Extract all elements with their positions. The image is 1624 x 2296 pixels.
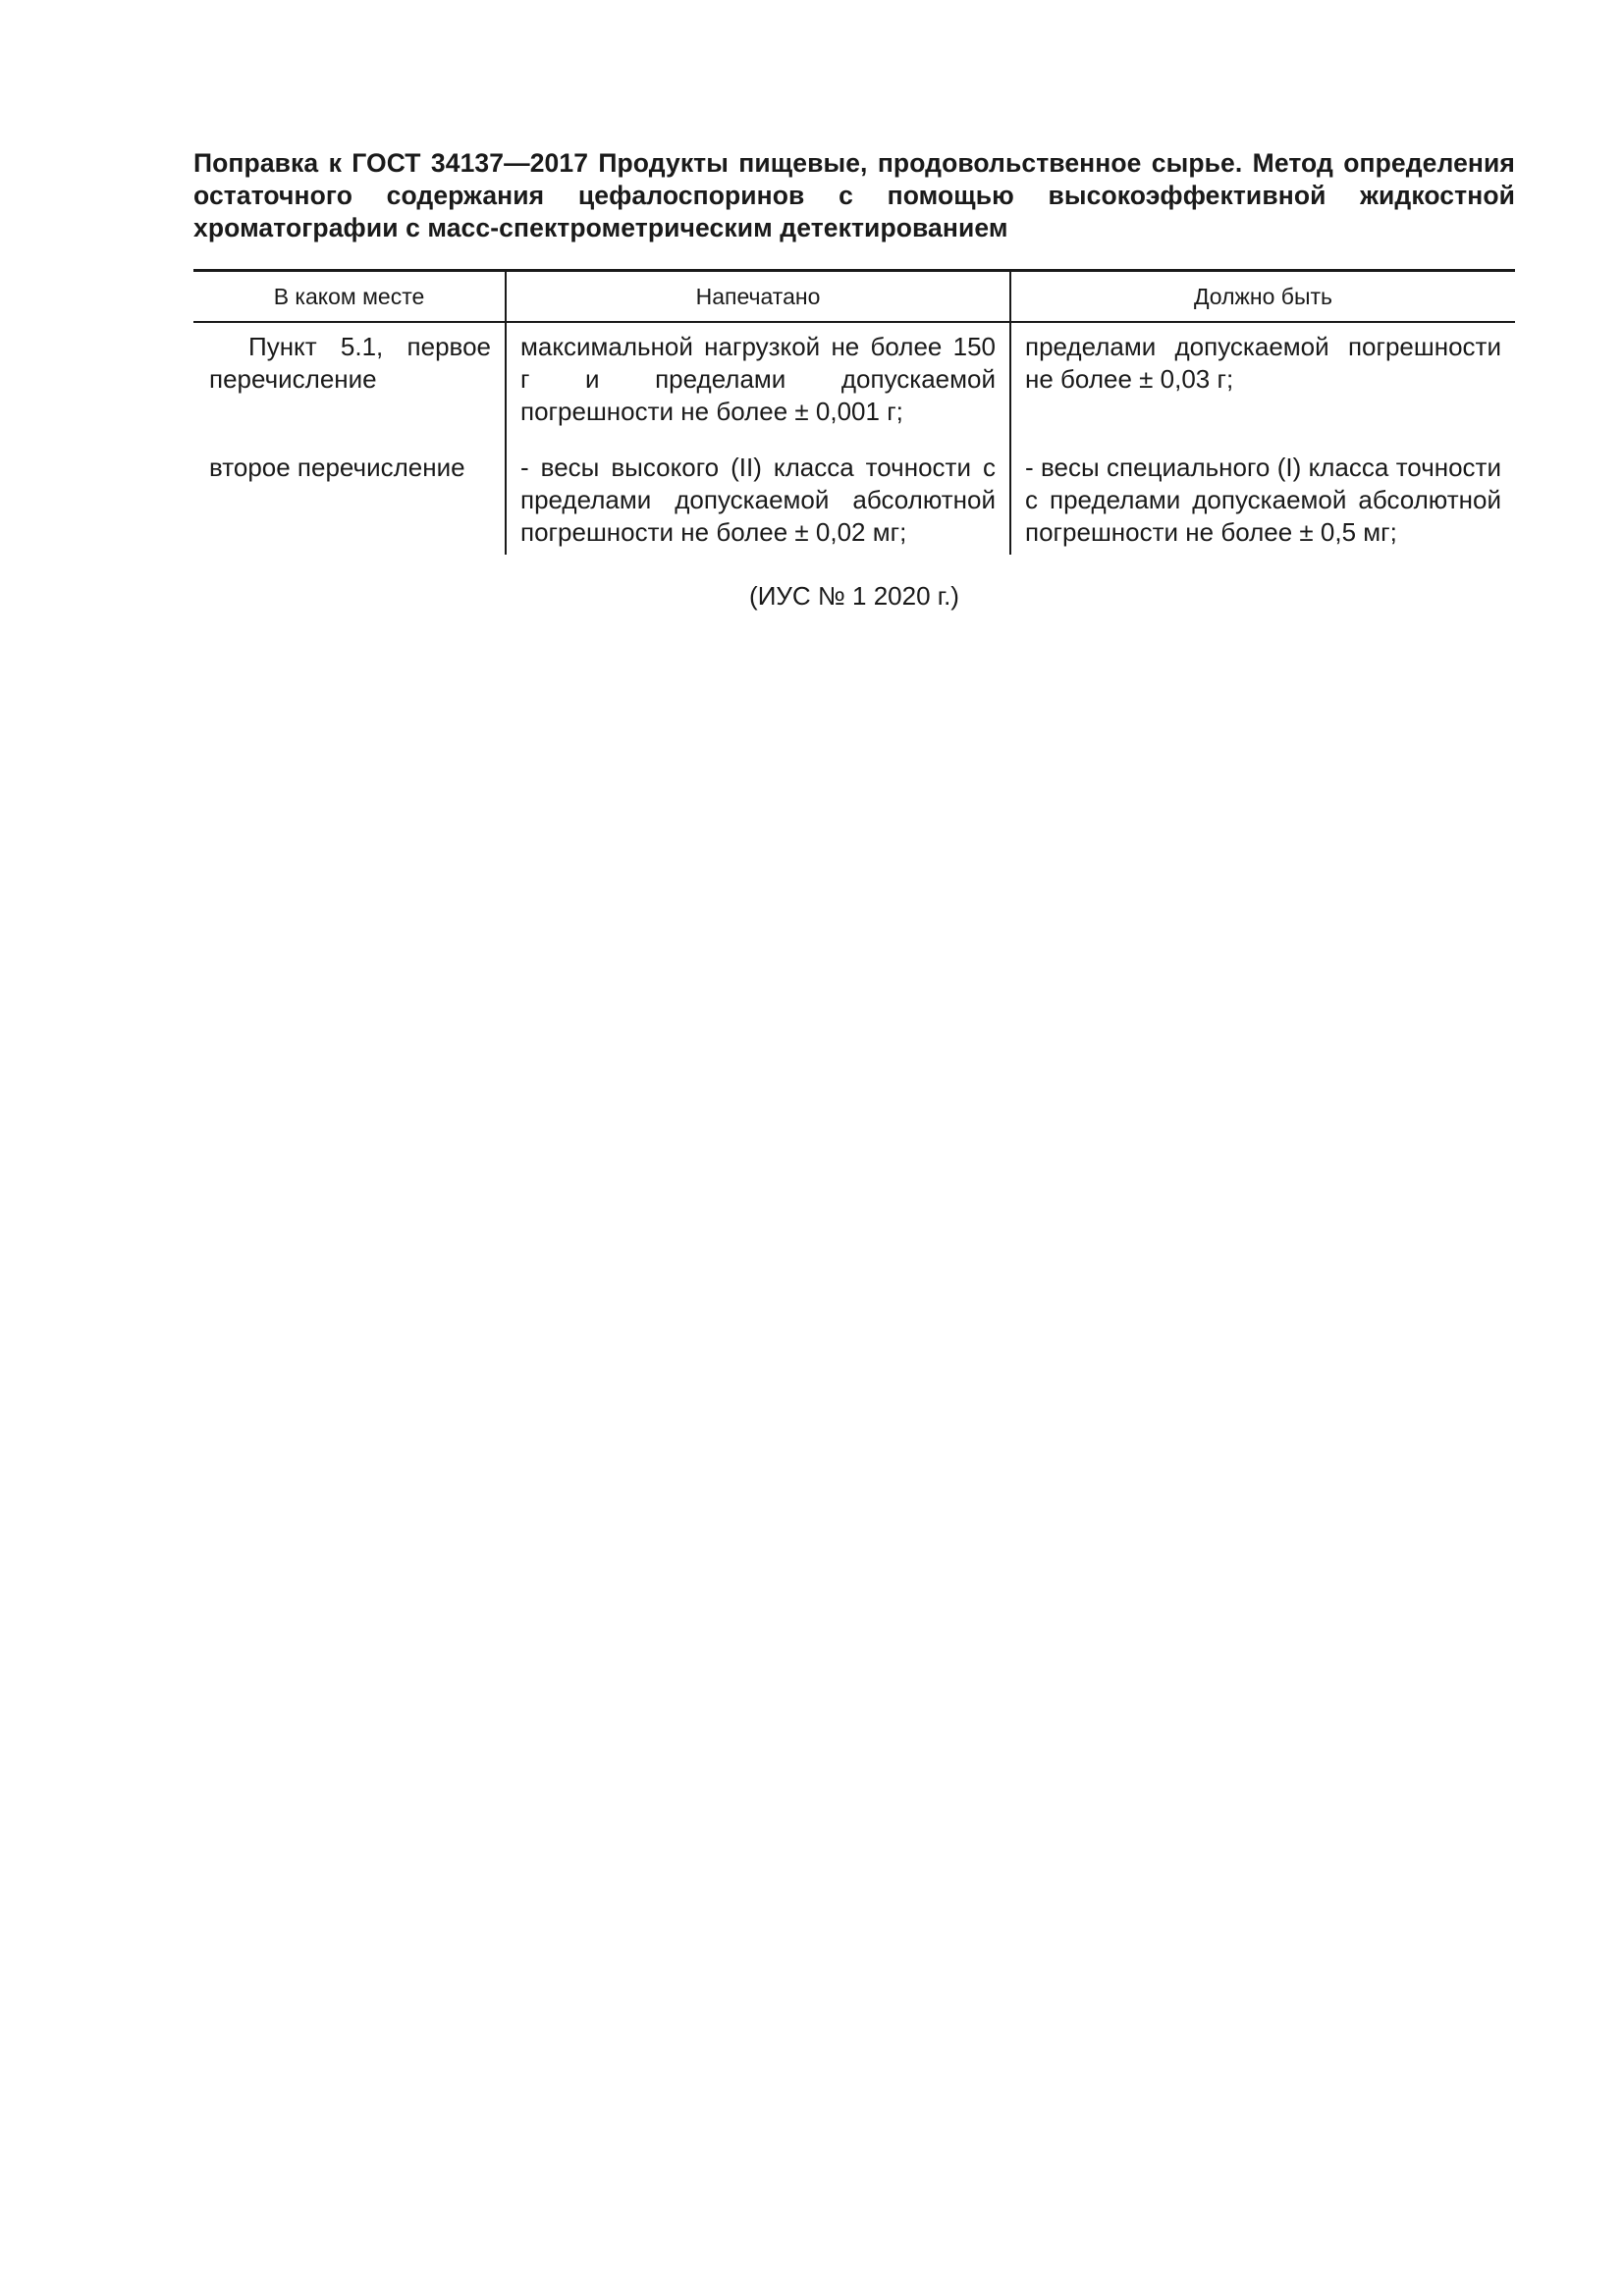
amendment-table — [193, 269, 1515, 555]
table-header-row — [193, 271, 1515, 323]
document-title: Поправка к ГОСТ 34137—2017 Продукты пищевые, продовольственное сырье. Метод определения остаточного содержания цефалоспоринов с помощью высокоэффективной жидкостной хроматографии с масс-спектрометрическим детектированием — [193, 148, 1515, 242]
row-printed: - весы высокого (II) класса точности с пределами допускаемой абсолютной погрешности не более ± 0,02 мг; — [506, 448, 1010, 555]
row-should-be: - весы специального (I) класса точности с пределами допускаемой абсолютной погрешности не более ± 0,5 мг; — [1010, 448, 1515, 555]
header-should-be: Должно быть — [1010, 271, 1515, 323]
ius-reference: (ИУС № 1 2020 г.) — [749, 581, 959, 611]
row-place: второе перечисление — [209, 453, 465, 482]
row-should-be: пределами допускаемой погрешности не более ± 0,03 г; — [1010, 322, 1515, 448]
header-place: В каком месте — [193, 271, 506, 323]
table-row — [193, 322, 1515, 448]
document-page — [193, 147, 1515, 613]
row-place: Пункт 5.1, первое перечисление — [209, 332, 491, 394]
table-row — [193, 448, 1515, 555]
header-printed: Напечатано — [506, 271, 1010, 323]
row-printed: максимальной нагрузкой не более 150 г и пределами допускаемой погрешности не более ± 0,001 г; — [506, 322, 1010, 448]
